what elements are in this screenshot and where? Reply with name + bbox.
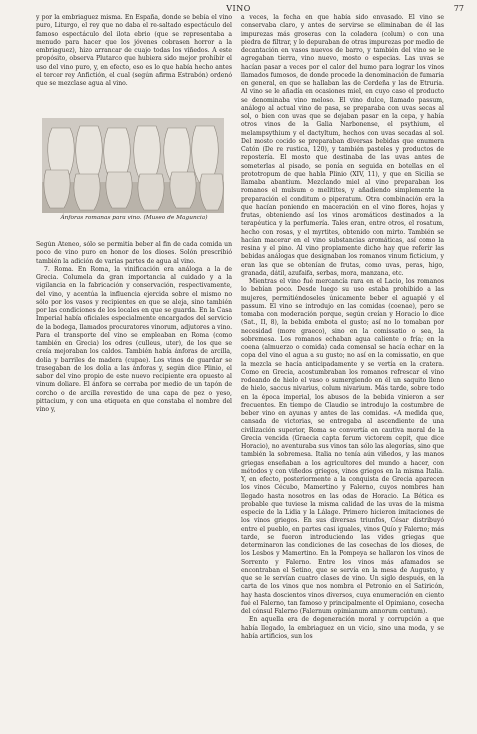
amphorae-photo xyxy=(42,118,224,213)
page-number: 77 xyxy=(453,4,464,13)
paragraph: y por la embriaguez misma. En España, donde se bebía el vino puro, Liturgo, el rey que no daba el re-saltado espectáculo del famoso espectáculo del ilota ebrio (que se representaba a menudo para hacer que los jóvenes cobrasen horror a la embriaguez), hizo arrancar de cuajo todas los viñedos. A este propósito, observa Plutarco que hubiera sido mejor prohibir el uso del vino puro, y, en efecto, eso es lo que había hecho antes el tercer rey Anfictión, el cual (según afirma Estrabón) ordenó que se mezclase agua al vino. xyxy=(36,14,232,87)
amphorae-illustration xyxy=(42,118,224,213)
paragraph: 7. Roma. En Roma, la vinificación era análoga a la de Grecia. Columela da gran importancia al cuidado y a la vigilancia en la fabricación y conservación, respectivamente, del vino, y acentúa la influencia ejercida sobre el mismo no sólo por los vasos y recipientes en que se aleja, sino también por las condiciones de los locales en que se guarda. En la Casa Imperial había oficiales especialmente encargados del servicio de la bodega, llamados procuratores vinorum, adjutores a vino. Para el transporte del vino se empleaban en Roma (como también en Grecia) los odres (culleus, uter), de los que se creía mejoraban los caldos. También había ánforas de arcilla, dolia y barriles de madera (cupae). Los vinos de guardar se trasegaban de los dolia a las ánforas y, según dice Plinio, el sabor del vino propio de este nuevo recipiente era opuesto al vinum doliare. El ánfora se cerraba por medio de un tapón de corcho o de arcilla revestido de una capa de pez o yeso, pittacium, y con una etiqueta en que constaba el nombre del vino y, xyxy=(36,265,232,413)
left-column-bottom xyxy=(36,241,232,729)
figure-caption: Ánforas romanas para vino. (Museo de Maguncia) xyxy=(60,215,208,221)
left-column-top xyxy=(36,14,232,118)
right-column xyxy=(241,14,444,729)
figure-amphorae xyxy=(36,118,232,222)
paragraph: Mientras el vino fué mercancía rara en el Lacio, los romanos lo bebían poco. Desde luego su uso estaba prohibido a las mujeres, permitiéndoseles únicamente beber el aguapié y el passum. El vino se introdujo en las comidas (coenae), pero se tomaba con moderación porque, según creían y Horacio lo dice (Sat., II, 8), la bebida embota el gusto; así no lo tomaban por necesidad (more graeco), sino en la comissatio o sea, la sobremesa. Los romanos echaban agua caliente o fría; en la coena (almuerzo o comida) cada comensal se hacía echar en la copa del vino el agua a su gusto; no así en la comissatio, en que la mezcla se hacía anticipadamente y se vertía en la cratera. Como en Grecia, acostumbraban los romanos refrescar el vino rodeando de hielo el vaso o sumergiendo en él un saquito lleno de hielo, saccus nivarius, colum nivarium. Más tarde, sobre todo en la época imperial, los abusos de la bebida vinieron a ser frecuentes. En tiempo de Claudio se introdujo la costumbre de beber vino en ayunas y antes de las comidas. «A medida que, cansada de victorias, se entregaba al ascendiente de una civilización superior, Roma se convertía en cautiva moral de la Grecia vencida (Graecia capta ferum victorem cepit, que dice Horacio), no aventuraba sus vinos tan sólo las alegorías, sino que también la sobremesa. Italia no tenía aún viñedos, y las manos griegas enseñaban a los agricultores del mundo a hacer, con métodos y con viñedos griegos, vinos griegos en la misma Italia. Y, en efecto, posteriormente a la conquista de Grecia aparecen los vinos Cécubo, Mamertino y Falerno, cuyos nombres han llegado hasta nosotros en las odas de Horacio. La Bética es probable que tuviese la misma calidad de las uvas de la misma especie de la Lidia y la Lálage. Primero hicieron imitaciones de los vinos griegos. En sus diversas triunfos, César distribuyó entre el pueblo, en partes casi iguales, vinos Quío y Falerno; más tarde, se fueron introduciendo las vides griegas que determinaron las condiciones de las cosechas de los dioses, de los Lesbos y Mamertino. En la Pompeya se hallaron los vinos de Sorrento y Falerno. Entre los vinos más afamados se encontraban el Setino, que se servía en la mesa de Augusto, y que se le servían cuatro clases de vino. Un siglo después, en la carta de los vinos que nos nombra el Petronio en el Satiricón, hay hasta doscientos vinos diversos, cuya enumeración en ciento fué el Falerno, tan famoso y principalmente el Opimiano, cosecha del cónsul Falerno (Falernum opimianum annorum centum). xyxy=(241,278,444,615)
paragraph: En aquella era de degeneración moral y corrupción a que había llegado, la embriaguez en un vicio, sino una moda, y se había artificios, sun los xyxy=(241,616,444,640)
paragraph: a veces, la fecha en que había sido envasado. El vino se conservaba claro, y antes de servirse se eliminaban de él las impurezas más groseras con la coladera (colum) o con una piedra de filtrar, y lo depuraban de otras impurezas por medio de decantación en vasos nuevos de barro, y también del vino se le agregaban tierra, vino nuevo, mosto o especias. Las uvas se hacían pasar a veces por el calor del humo para lograr los vinos llamados fumosos, de donde procede la denominación de fumaria en general, en que se hallaban las de Cerdeña y las de Etruria. Al vino se le añadía en ocasiones miel, en cuyo caso el producto se denominaba vino meloso. El vino dulce, llamado passum, análogo al actual vino de pasa, se preparaba con uvas secas al sol, o bien con uvas que se dejaban pasar en la cepa, y había otros vinos de la Galia Narbonense, el psythium, el melampsythium y el dactyltum, hechos con uvas secadas al sol. Del mosto cocido se preparaban diversas bebidas que enumera Catón (De re rustica, 120), y también pasteles y productos de repostería. El mosto que destinaba de las uvas antes de someterlas al pisado, se ponía en seguida en botellas en el prototropum de que habla Plinio (XIV, 11), y que en Sicilia se llamaba abantium. Mezclando miel al vino preparaban los romanos el mulsum o melitites, y añadiendo simplemente la preparación el conditum o piperatum. Otra combinación era la que hacían poniendo en maceración en el vino flores, hojas y frutas, obteniendo así los vinos aromáticos destinados a la terapéutica y la perfumería. Tales eran, entre otros, el rosatum, hecho con rosas, y el myrtites, obtenido con mirto. También se hacían macerar en el vino substancias aromáticas, así como la resina y el pino. Al vino propiamente dicho hay que referir las bebidas análogas que designaban los romanos vinum ficticium, y eran las que se obtenían de frutas, como uvas, peras, higo, granada, dátil, azufaifa, serbas, mora, manzana, etc. xyxy=(241,14,444,277)
paragraph: Según Ateneo, sólo se permitía beber al fin de cada comida un poco de vino puro en honor de los dioses. Solón prescribió también la adición de varias partes de agua al vino. xyxy=(36,241,232,265)
running-head: VINO xyxy=(226,4,251,13)
